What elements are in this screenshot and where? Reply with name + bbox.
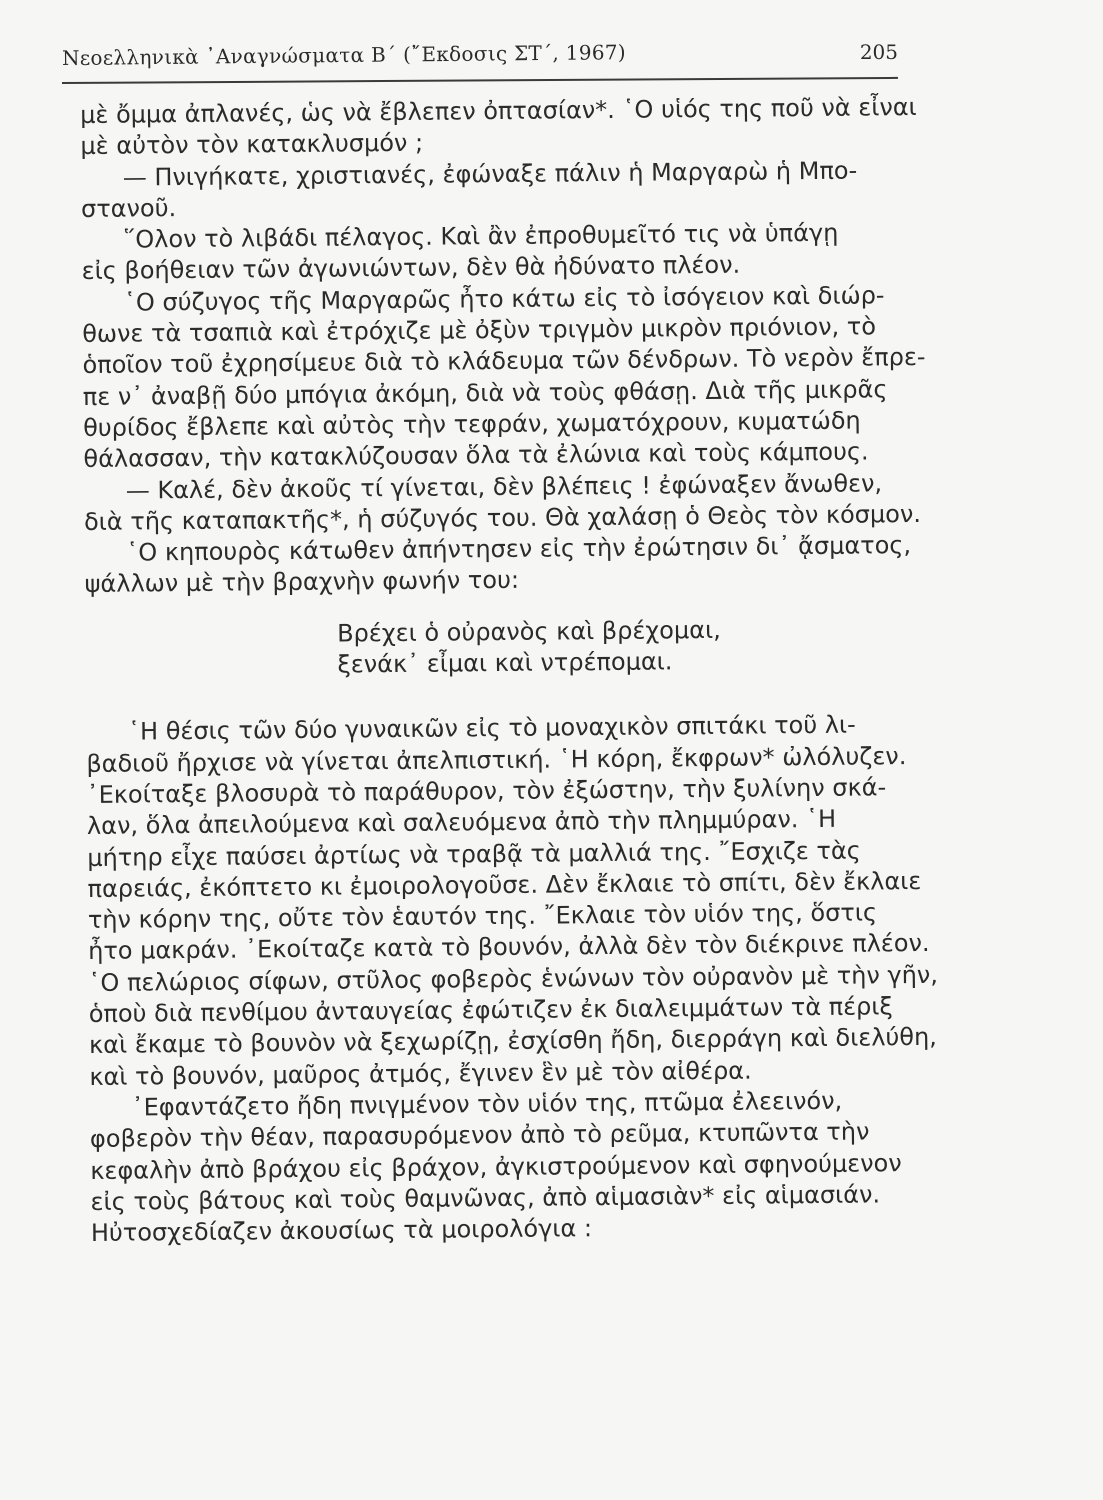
text-line: θυρίδος ἔβλεπε καὶ αὐτὸς τὴν τεφράν, χωματόχρουν, κυματώδη xyxy=(83,406,861,442)
paragraph-start: ᾿Εφαντάζετο ἤδη πνιγμένον τὸν υἱόν της, πτῶμα ἐλεεινόν, xyxy=(131,1086,843,1122)
text-line: θωνε τὰ τσαπιὰ καὶ ἐτρόχιζε μὲ ὀξὺν τριγμὸν μικρὸν πριόνιον, τὸ xyxy=(82,312,877,349)
text-line: εἰς βοήθειαν τῶν ἀγωνιώντων, δὲν θὰ ἠδύνατο πλέον. xyxy=(81,251,741,286)
text-line: κεφαλὴν ἀπὸ βράχου εἰς βράχον, ἀγκιστρούμενον καὶ σφηνούμενον xyxy=(90,1148,902,1185)
text-line: μὲ ὄμμα ἀπλανές, ὡς νὰ ἔβλεπεν ὀπτασίαν*. ῾Ο υἱός της ποῦ νὰ εἶναι xyxy=(80,92,917,129)
page-number: 205 xyxy=(859,40,898,64)
paragraph-start: ῾Η θέσις τῶν δύο γυναικῶν εἰς τὸ μοναχικὸν σπιτάκι τοῦ λι- xyxy=(127,710,856,746)
text-line: εἰς τοὺς βάτους καὶ τοὺς θαμνῶνας, ἀπὸ αἱμασιὰν* εἰς αἱμασιάν. xyxy=(90,1180,881,1216)
verse-line: ξενάκ᾿ εἶμαι καὶ ντρέπομαι. xyxy=(337,647,673,679)
text-line: τὴν κόρην της, οὔτε τὸν ἑαυτόν της. ῎Εκλαιε τὸν υἱόν της, ὅστις xyxy=(87,898,878,935)
text-line: πε ν᾿ ἀναβῇ δύο μπόγια ἀκόμη, διὰ νὰ τοὺς φθάσῃ. Διὰ τῆς μικρᾶς xyxy=(82,374,888,411)
text-line: βαδιοῦ ἤρχισε νὰ γίνεται ἀπελπιστική. ῾Η κόρη, ἔκφρων* ὠλόλυζεν. xyxy=(86,741,907,778)
dialogue-line: — Καλέ, δὲν ἀκοῦς τί γίνεται, δὲν βλέπεις ! ἐφώναξεν ἄνωθεν, xyxy=(125,468,883,505)
text-line: ᾿Εκοίταξε βλοσυρὰ τὸ παράθυρον, τὸν ἐξώστην, τὴν ξυλίνην σκά- xyxy=(86,773,887,809)
body-text xyxy=(80,92,939,1249)
text-line: στανοῦ. xyxy=(80,193,177,223)
text-line: λαν, ὅλα ἀπειλούμενα καὶ σαλευόμενα ἀπὸ τὴν πλημμύραν. ῾Η xyxy=(86,805,837,841)
text-line: καὶ τὸ βουνόν, μαῦρος ἀτμός, ἔγινεν ἓν μὲ τὸν αἰθέρα. xyxy=(89,1056,752,1091)
text-line: διὰ τῆς καταπακτῆς*, ἡ σύζυγός του. Θὰ χαλάσῃ ὁ Θεὸς τὸν κόσμον. xyxy=(83,499,922,536)
text-line: ῾Ο πελώριος σίφων, στῦλος φοβερὸς ἑνώνων τὸν οὐρανὸν μὲ τὴν γῆν, xyxy=(88,960,939,997)
text-line: ἦτο μακράν. ᾿Εκοίταζε κατὰ τὸ βουνόν, ἀλλὰ δὲν τὸν διέκρινε πλέον. xyxy=(88,929,930,966)
text-line: ὁποῖον τοῦ ἐχρησίμευε διὰ τὸ κλάδευμα τῶν δένδρων. Τὸ νερὸν ἔπρε- xyxy=(82,343,926,380)
text-line: παρειάς, ἐκόπτετο κι ἐμοιρολογοῦσε. Δὲν ἔκλαιε τὸ σπίτι, δὲν ἔκλαιε xyxy=(87,866,922,903)
verse-line: Βρέχει ὁ οὐρανὸς καὶ βρέχομαι, xyxy=(336,615,721,648)
text-line: θάλασσαν, τὴν κατακλύζουσαν ὅλα τὰ ἐλώνια καὶ τοὺς κάμπους. xyxy=(83,437,869,474)
text-line: ψάλλων μὲ τὴν βραχνὴν φωνήν του: xyxy=(84,566,520,599)
text-line: Ηὐτοσχεδίαζεν ἀκουσίως τὰ μοιρολόγια : xyxy=(90,1214,593,1248)
text-line: ὁποὺ διὰ πενθίμου ἀνταυγείας ἐφώτιζεν ἐκ διαλειμμάτων τὰ πέριξ xyxy=(88,992,893,1028)
text-line: μὲ αὐτὸν τὸν κατακλυσμόν ; xyxy=(80,129,424,161)
running-head xyxy=(62,38,898,78)
text-line: μήτηρ εἶχε παύσει ἀρτίως νὰ τραβᾷ τὰ μαλλιά της. ῎Εσχιζε τὰς xyxy=(87,836,861,872)
text-line: φοβερὸν τὴν θέαν, παρασυρόμενον ἀπὸ τὸ ρεῦμα, κτυπῶντα τὴν xyxy=(89,1117,870,1154)
paragraph-start: ῾Ο σύζυγος τῆς Μαργαρῶς ἦτο κάτω εἰς τὸ ἰσόγειον καὶ διώρ- xyxy=(123,281,885,317)
dialogue-line: — Πνιγήκατε, χριστιανές, ἐφώναξε πάλιν ἡ Μαργαρὼ ἡ Μπο- xyxy=(122,156,858,192)
text-line: καὶ ἔκαμε τὸ βουνὸν νὰ ξεχωρίζῃ, ἐσχίσθη ἤδη, διερράγη καὶ διελύθη, xyxy=(88,1023,937,1060)
paragraph-start: ῞Ολον τὸ λιβάδι πέλαγος. Καὶ ἂν ἐπροθυμεῖτό τις νὰ ὑπάγῃ xyxy=(123,218,839,254)
paragraph-start: ῾Ο κηπουρὸς κάτωθεν ἀπήντησεν εἰς τὴν ἐρώτησιν δι᾿ ᾄσματος, xyxy=(126,531,912,567)
running-title: Νεοελληνικὰ ᾿Αναγνώσματα Β΄ (῎Εκδοσις ΣΤ΄, 1967) xyxy=(61,40,627,70)
